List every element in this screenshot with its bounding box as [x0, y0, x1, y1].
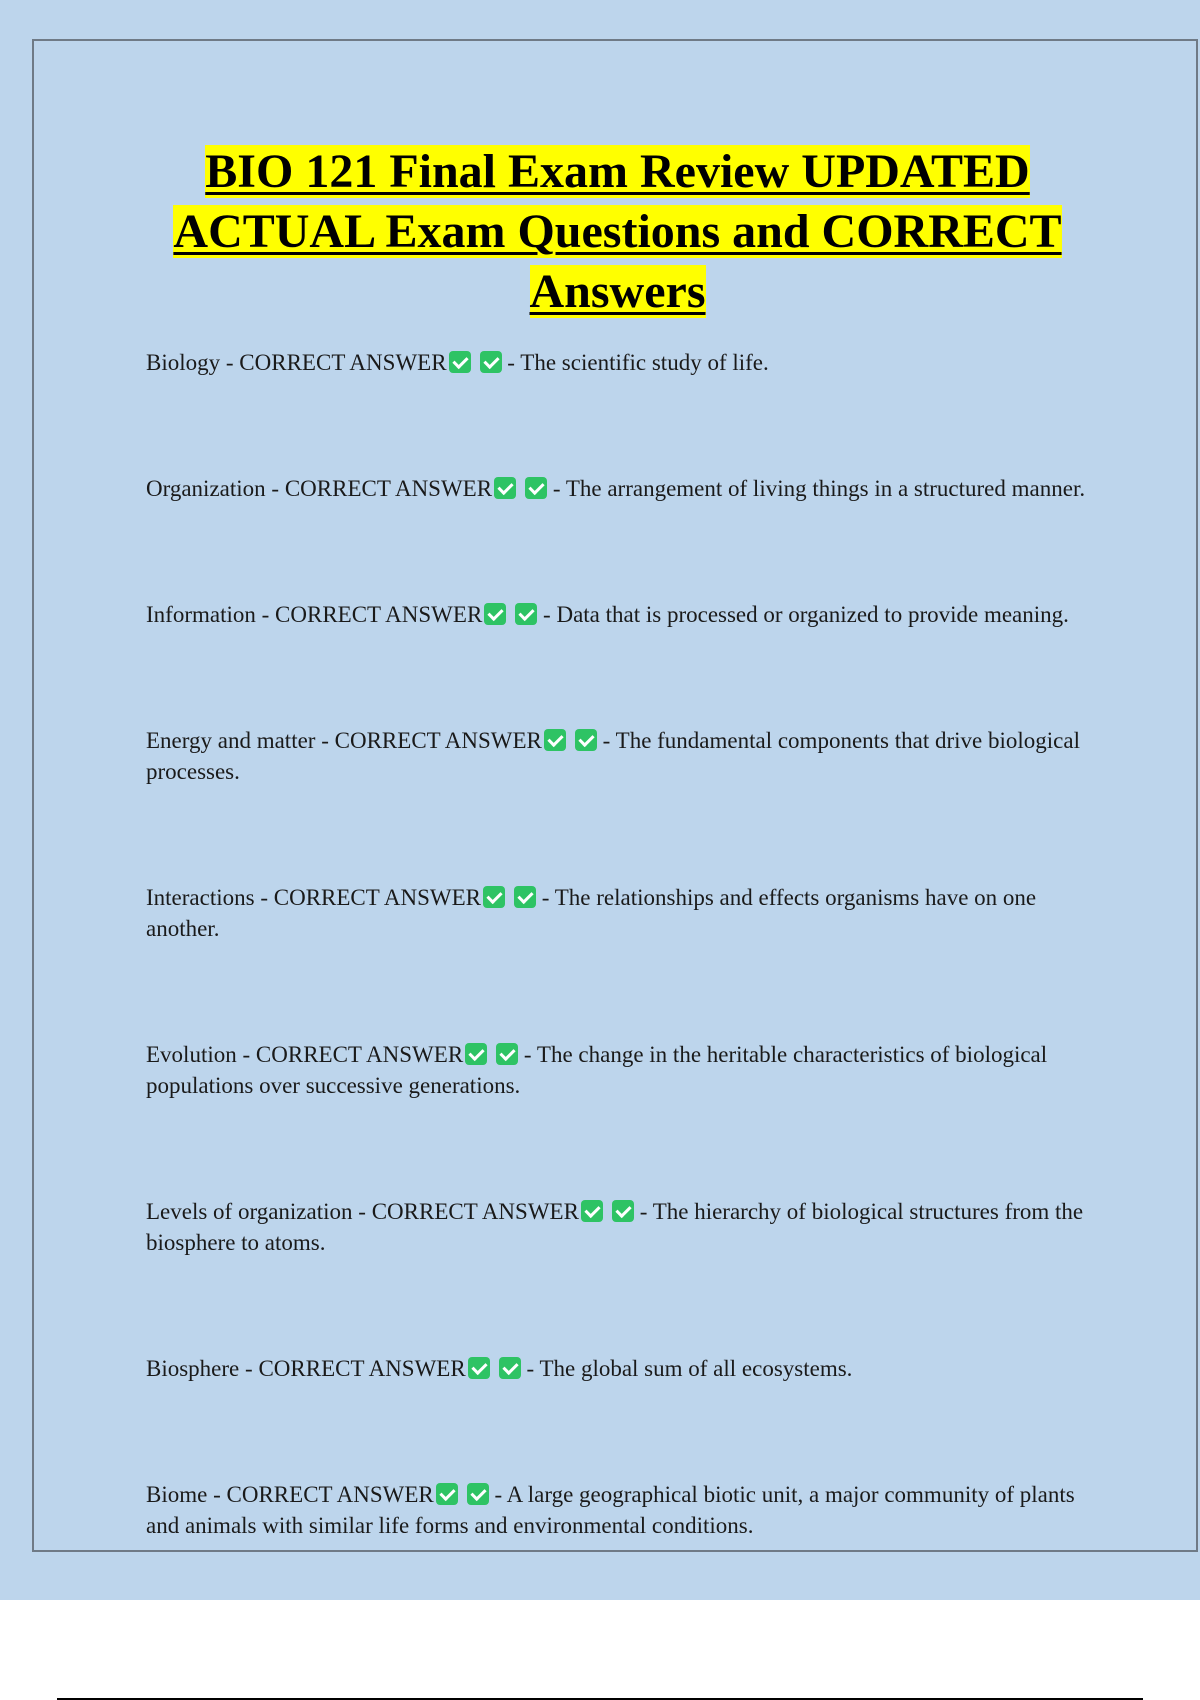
entry-marker: CORRECT ANSWER [371, 1199, 579, 1224]
entry-marker: CORRECT ANSWER [239, 350, 447, 375]
check-icon [581, 1200, 603, 1222]
entry-marker: CORRECT ANSWER [273, 885, 481, 910]
check-icon [494, 477, 516, 499]
check-icon [484, 603, 506, 625]
entry-definition: The fundamental components that drive biological processes. [146, 728, 1080, 784]
entry-term: Biosphere [146, 1356, 240, 1381]
entry-term: Biology [146, 350, 221, 375]
entry-term: Levels of organization [146, 1199, 353, 1224]
check-icon [612, 1200, 634, 1222]
check-icon [483, 886, 505, 908]
check-icon [496, 1043, 518, 1065]
check-icon [449, 351, 471, 373]
entry-term: Biome [146, 1482, 208, 1507]
entry-marker: CORRECT ANSWER [258, 1356, 466, 1381]
entry-definition: The arrangement of living things in a structured manner. [565, 476, 1086, 501]
check-icon [525, 477, 547, 499]
entries-list [146, 347, 1096, 1636]
entry-term: Interactions [146, 885, 255, 910]
entry-term: Information [146, 602, 256, 627]
entry: Levels of organization - CORRECT ANSWER - The hierarchy of biological structures from the biosphere to atoms. [146, 1199, 1084, 1255]
entry-definition: The change in the heritable characteristics of biological populations over successive generations. [146, 1042, 1048, 1098]
check-icon [467, 1483, 489, 1505]
entry-marker: CORRECT ANSWER [275, 602, 483, 627]
entry: Energy and matter - CORRECT ANSWER - The fundamental components that drive biological processes. [146, 728, 1080, 784]
entry: Biology - CORRECT ANSWER - The scientific study of life. [146, 350, 769, 375]
entry: Biosphere - CORRECT ANSWER - The global sum of all ecosystems. [146, 1356, 853, 1381]
entry-marker: CORRECT ANSWER [334, 728, 542, 753]
document-title [100, 142, 1135, 322]
entry-definition: The global sum of all ecosystems. [539, 1356, 853, 1381]
check-icon [575, 729, 597, 751]
check-icon [436, 1483, 458, 1505]
entry: Organization - CORRECT ANSWER - The arrangement of living things in a structured manner. [146, 476, 1086, 501]
entry: Interactions - CORRECT ANSWER - The relationships and effects organisms have on one another. [146, 885, 1037, 941]
check-icon [499, 1357, 521, 1379]
entry-marker: CORRECT ANSWER [255, 1042, 464, 1067]
check-icon [468, 1357, 490, 1379]
entry-definition: A large geographical biotic unit, a major community of plants and animals with similar life forms and environmental conditions. [146, 1482, 1075, 1538]
entry-definition: Data that is processed or organized to provide meaning. [556, 602, 1069, 627]
check-icon [480, 351, 502, 373]
check-icon [515, 603, 537, 625]
check-icon [514, 886, 536, 908]
check-icon [465, 1043, 487, 1065]
entry-marker: CORRECT ANSWER [226, 1482, 434, 1507]
entry-term: Evolution [146, 1042, 237, 1067]
entry: Evolution - CORRECT ANSWER - The change in the heritable characteristics of biological populations over successive generations. [146, 1042, 1048, 1098]
entry: Biome - CORRECT ANSWER - A large geographical biotic unit, a major community of plants and animals with similar life forms and environmental conditions. [146, 1482, 1075, 1538]
entry-marker: CORRECT ANSWER [284, 476, 493, 501]
entry: Information - CORRECT ANSWER - Data that is processed or organized to provide meaning. [146, 602, 1069, 627]
title-text: BIO 121 Final Exam Review UPDATED ACTUAL Exam Questions and CORRECT Answers [173, 145, 1062, 318]
entry-term: Energy and matter [146, 728, 316, 753]
entry-definition: The scientific study of life. [520, 350, 769, 375]
entry-definition: The relationships and effects organisms have on one another. [146, 885, 1037, 941]
entry-term: Organization [146, 476, 266, 501]
entry-definition: The hierarchy of biological structures from the biosphere to atoms. [146, 1199, 1084, 1255]
check-icon [544, 729, 566, 751]
